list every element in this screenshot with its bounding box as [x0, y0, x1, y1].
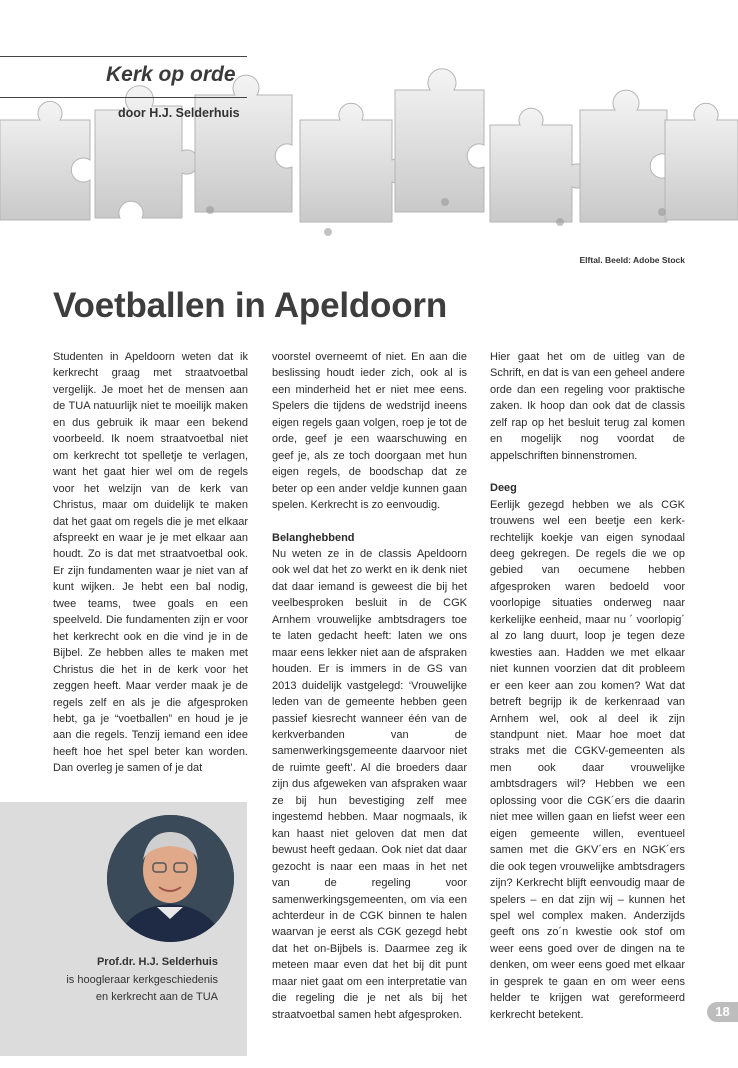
- column-3-paragraph-1: Hier gaat het om de uitleg van de Schrift, en dat is van een geheel andere orde dan een regeling voor praktische zaken. Ik hoop dan ook dat de classis zelf rap op het besluit terug zal komen en mogelijk nog voordat de appelschriften binnenstromen.: [490, 351, 685, 462]
- header-rule-bottom: [0, 97, 247, 98]
- column-3-paragraph-2: Eerlijk gezegd hebben we als CGK trouwens wel een beetje een kerk-rechtelijk koekje van eigen synodaal deeg gekregen. De regels die we op gebied van oecumene hebben afgesproken waren bedoeld voor voorlopige situaties onderweg naar kerkelijke eenheid, maar nu ´ voorlopig´ al zo lang duurt, loop je tegen deze kwesties aan. Hadden we met elkaar niet kunnen voorzien dat dit probleem er een keer aan zou komen? Wat dat betreft begrijp ik de kerkenraad van Arnhem wel, ook al deel ik zijn standpunt niet. Maar hoe moet dat straks met die CGKV-gemeenten als men ook daar vrouwelijke ambtsdragers wil? Hebben we een oplossing voor die CGK´ers die daarin niet mee willen gaan en liefst weer een eigen gemeente willen, eventueel samen met die GKV´ers en NGK´ers die ook tegen vrouwelijke ambtsdragers zijn? Kerkrecht blijft eenvoudig maar de spelers – en dat zijn wij – kunnen het spel wel complex maken. Anderzijds geeft ons zo´n kwestie ook stof om weer eens goed over de dingen na te denken, om weer eens goed met elkaar in gesprek te gaan en om weer eens helder te krijgen wat gereformeerd kerkrecht betekent.: [490, 498, 685, 1021]
- article-column-3: [490, 349, 685, 1023]
- author-name: Prof.dr. H.J. Selderhuis: [96, 956, 218, 968]
- subheading-deeg: Deeg: [490, 482, 517, 495]
- image-credit: Elftal. Beeld: Adobe Stock: [579, 255, 685, 265]
- column-1-paragraph: Studenten in Apeldoorn weten dat ik kerkrecht graag met straatvoetbal vergelijk. Je moet het de mensen aan de TUA natuurlijk niet te moeilijk maken en dus gebruik ik maar een bekend voorbeeld. Ik noem straatvoetbal niet om kerkrecht tot spelletje te verlagen, want het gaat hier wel om de regels voor het welzijn van de kerk van Christus, maar om duidelijk te maken dat het gaat om regels die je met elkaar afspreekt en waar je je met elkaar aan houdt. Zo is dat met straatvoetbal ook. Er zijn fundamenten waar je niet van af kunt wijken. Je hebt een bal nodig, twee teams, twee goals en een speelveld. Die fundamenten zijn er voor het kerkrecht ook en die vind je in de Bijbel. Ze hebben alles te maken met Christus die het in de kerk voor het zeggen heeft. Maar verder maak je de regels zelf en als je die afgesproken hebt, ga je “voetballen” en houd je je aan die regels. Tenzij iemand een idee heeft hoe het spel beter kan worden. Dan overleg je samen of je dat: [53, 351, 248, 775]
- column-2-paragraph-1: voorstel overneemt of niet. En aan die beslissing houdt ieder zich, ook al is een minderheid het er niet mee eens. Spelers die tijdens de wedstrijd ineens eigen regels gaan volgen, roep je tot de orde, geef je een waarschuwing en geef je, als ze toch doorgaan met hun eigen regels, de boodschap dat ze beter op een ander veldje kunnen gaan spelen. Kerkrecht is zo eenvoudig.: [272, 351, 467, 512]
- header-rule-top: [0, 56, 247, 57]
- article-headline: Voetballen in Apeldoorn: [53, 286, 448, 325]
- page-number: 18: [707, 1002, 738, 1022]
- author-role-line-2: en kerkrecht aan de TUA: [95, 991, 218, 1003]
- author-portrait: [107, 815, 234, 942]
- author-caption: [40, 954, 218, 1007]
- author-role-line-1: is hoogleraar kerkgeschiedenis: [66, 973, 218, 986]
- article-column-2: [272, 349, 467, 1023]
- section-title: Kerk op orde: [106, 63, 236, 86]
- column-2-paragraph-2: Nu weten ze in de classis Apeldoorn ook wel dat het zo werkt en ik denk niet dat daar iemand is geweest die bij het veelbesproken besluit in de CGK Arnhem vrouwelijke ambtsdragers toe te laten gedacht heeft: laten we ons maar eens lekker niet aan de afspraken houden. Er is immers in de GS van 2013 duidelijk vastgelegd: ‘Vrouwelijke leden van de gemeente hebben geen passief kiesrecht wanneer één van de kerkverbanden van de samenwerkingsgemeente daarvoor niet de ruimte geeft’. Al die broeders daar zijn dus afgeweken van afspraken waar ze bij hun bevestiging zelf mee ingestemd hebben. Maar nogmaals, ik kan haast niet geloven dat men dat bewust heeft gedaan. Ook niet dat daar gezocht is naar een maas in het net van de regeling voor samenwerkingsgemeenten, om via een achterdeur in de CGK binnen te halen waarvan je eerst als CGK gezegd hebt dat het on-Bijbels is. Daarmee zeg ik meteen maar even dat het bij dit punt maar niet gaat om een interpretatie van die regeling die je net als bij het straatvoetbal samen hebt afgesproken.: [272, 547, 467, 1021]
- subheading-belanghebbend: Belanghebbend: [272, 531, 355, 544]
- article-column-1: [53, 349, 248, 777]
- byline: door H.J. Selderhuis: [118, 106, 240, 120]
